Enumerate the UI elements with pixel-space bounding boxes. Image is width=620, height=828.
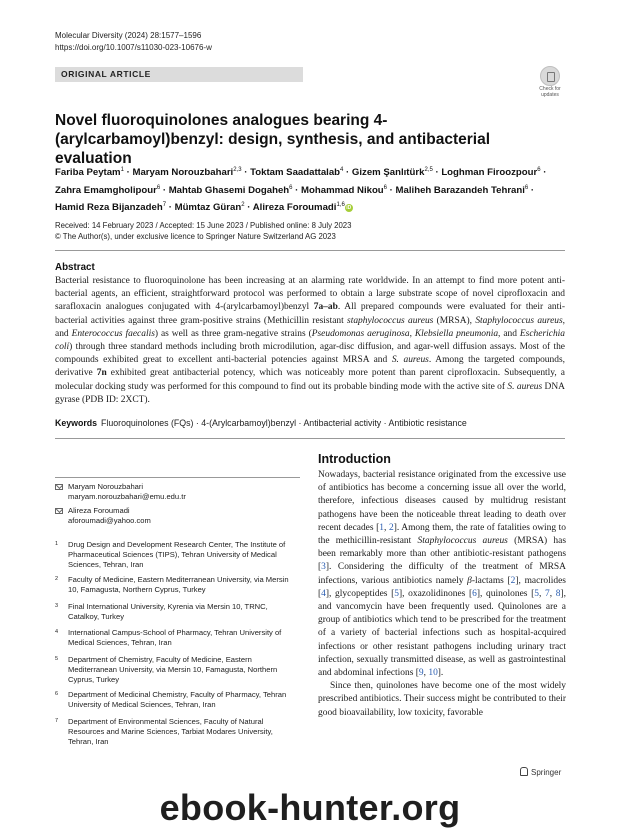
author[interactable] (352, 167, 433, 178)
author-separator: · (432, 167, 442, 179)
abstract-text: Enterococcus faecalis (71, 328, 155, 339)
author[interactable] (441, 167, 540, 178)
contact-email[interactable]: aforoumadi@yahoo.com (68, 516, 151, 526)
affiliation-text: Drug Design and Development Research Center, The Institute of Pharmaceutical Sciences (TIPS), Tehran University of Medical Sciences, Tehran, Iran (68, 540, 286, 570)
envelope-icon (55, 484, 63, 490)
author[interactable] (169, 185, 293, 196)
affiliation-number: 6 (55, 691, 59, 697)
introduction-text: Staphylococcus aureus (417, 536, 508, 547)
affiliation (55, 690, 300, 710)
author-affiliation-ref: 6 (537, 167, 541, 173)
orcid-icon[interactable]: iD (346, 205, 352, 212)
affiliation-text: Final International University, Kyrenia via Mersin 10, TRNC, Catalkoy, Turkey (68, 602, 268, 622)
check-updates-label-1: Check for (539, 86, 561, 92)
author-affiliation-ref: 6 (383, 184, 388, 191)
author-name: Hamid Reza Bijanzadeh (55, 202, 163, 214)
author[interactable] (253, 202, 353, 213)
citation-link[interactable]: 8 (555, 588, 561, 599)
author-name: Alireza Foroumadi (252, 202, 337, 214)
keywords (55, 417, 565, 429)
author-name: Mahtab Ghasemi Dogaheh (168, 184, 290, 196)
abstract-text: Pseudomonas aeruginosa (311, 328, 410, 339)
author[interactable] (55, 185, 160, 196)
affiliation (55, 628, 300, 648)
contact-name: Alireza Foroumadi (68, 506, 130, 515)
contact-block (55, 506, 300, 526)
introduction-text: ], and vancomycin have been frequently used. Quinolones are a group of antibiotics which tend to be prescribed for the treatment of a variety of bacterial infections such as hospital-acquired infections or other resistant pathogens including urinary tract infection, sexually transmitted disease, as well as gastrointestinal and abdominal infections [ (318, 588, 566, 679)
divider (55, 438, 565, 439)
abstract-text: 7n (96, 368, 107, 379)
author-separator: · (540, 167, 547, 179)
copyright-line: © The Author(s), under exclusive licence to Springer Nature Switzerland AG 2023 (55, 232, 336, 241)
author-name: Toktam Saadattalab (250, 167, 341, 179)
author-affiliation-ref: 1 (120, 167, 124, 173)
introduction-body (318, 469, 566, 720)
abstract-text: Staphylococcus aureus (475, 315, 563, 326)
author-affiliation-ref: 6 (289, 184, 293, 191)
affiliation (55, 655, 300, 686)
author-separator: · (160, 184, 169, 196)
author[interactable] (175, 202, 245, 213)
affiliation-text: Department of Chemistry, Faculty of Medicine, Eastern Mediterranean University, via Mersin 10, Famagusta, Northern Cyprus, Turkey (68, 655, 278, 685)
abstract-text: . All prepared compounds were evaluated for their anti-bacterial activities against three gram-positive strains (Methicillin resistant (55, 302, 565, 326)
abstract-text: staphylococcus aureus (347, 315, 434, 326)
abstract-text: ) as well as three gram-negative strains ( (154, 328, 312, 339)
author-name: Mümtaz Güran (174, 202, 242, 214)
author-affiliation-ref: 6 (524, 184, 529, 191)
abstract-text: 7a–ab (313, 302, 338, 313)
author-separator: · (123, 167, 133, 179)
check-for-updates-button[interactable] (533, 66, 567, 100)
introduction-text: -lactams [ (471, 575, 511, 586)
citation-link[interactable]: 9 (418, 668, 424, 679)
author-affiliation-ref: 2 (241, 202, 245, 209)
author[interactable] (55, 167, 124, 178)
author-name: Zahra Emamgholipour (55, 184, 157, 196)
abstract-text: S. aureus (391, 355, 429, 366)
abstract-text: Klebsiella pneumonia (414, 328, 499, 339)
affiliation-number: 3 (55, 603, 59, 609)
citation-link[interactable]: 10 (428, 668, 438, 679)
author-affiliation-ref: 6 (156, 184, 161, 191)
publisher-logo (520, 767, 561, 777)
introduction-heading: Introduction (318, 452, 391, 466)
introduction-text: ], glycopeptides [ (325, 588, 395, 599)
affiliation-text: Department of Environmental Sciences, Faculty of Natural Resources and Marine Sciences, Tarbiat Modares University, Tehran, Iran (68, 717, 273, 747)
introduction-text: , (538, 588, 545, 599)
citation-link[interactable]: 6 (472, 588, 477, 599)
abstract-text: Escherichia coli (55, 328, 565, 353)
author-separator: · (343, 167, 352, 179)
watermark: ebook-hunter.org (159, 787, 461, 828)
abstract-text: Bacterial resistance to fluoroquinolone has been increasing at an alarming rate worldwide. In an attempt to find more potent anti-bacterial agents, an efficient, straightforward protocol was performed to obtain a large substrate scope of novel ciprofloxacin and sarafloxacin analogues conjugated with 4-(arylcarbamoyl)benzyl (55, 276, 565, 313)
affiliation-number: 1 (55, 541, 59, 547)
citation-link[interactable]: 2 (510, 575, 516, 586)
citation-link[interactable]: 7 (545, 588, 550, 599)
contact-block (55, 482, 300, 502)
introduction-text: β (467, 575, 472, 586)
abstract-text: , (409, 328, 415, 339)
abstract-text: , and (498, 328, 520, 339)
abstract-text: DNA gyrase (PDB ID: 2XCT). (55, 381, 565, 405)
introduction-text: ], oxazolidinones [ (399, 588, 473, 599)
divider (55, 250, 565, 251)
author-separator: · (241, 167, 251, 179)
abstract-text: , and (55, 315, 566, 339)
author-name: Mohammad Nikou (301, 184, 384, 196)
author-separator: · (387, 184, 396, 196)
author-separator: · (292, 184, 302, 196)
contact-email[interactable]: maryam.norouzbahari@emu.edu.tr (68, 492, 186, 502)
author[interactable] (132, 167, 241, 178)
journal-citation: Molecular Diversity (2024) 28:1577–1596 (55, 31, 202, 40)
affiliation-number: 4 (55, 629, 59, 635)
author-name: Maliheh Barazandeh Tehrani (395, 184, 525, 196)
check-updates-icon (540, 66, 560, 86)
affiliation-number: 5 (55, 656, 59, 662)
publication-dates (55, 220, 351, 242)
keywords-label: Keywords (55, 418, 98, 428)
affiliation (55, 602, 300, 622)
abstract-text: (MRSA), (433, 315, 476, 326)
abstract-heading: Abstract (55, 262, 95, 273)
author[interactable] (250, 167, 343, 178)
abstract-text: S. aureus (507, 381, 543, 392)
introduction-text: ], macrolides [ (318, 575, 566, 599)
abstract-text: . Among the targeted compounds, derivative (55, 355, 565, 379)
author[interactable] (301, 185, 387, 196)
affiliation-text: International Campus-School of Pharmacy, Tehran University of Medical Sciences, Tehran, Iran (68, 628, 282, 648)
citation-link[interactable]: 1 (379, 522, 384, 533)
author-name: Maryam Norouzbahari (132, 167, 234, 179)
article-type-badge: ORIGINAL ARTICLE (55, 67, 303, 82)
affiliation (55, 540, 300, 571)
affiliation-text: Department of Medicinal Chemistry, Faculty of Pharmacy, Tehran University of Medical Sciences, Tehran, Iran (68, 690, 287, 710)
springer-horse-icon (520, 767, 528, 776)
introduction-text: ], quinolones [ (476, 588, 535, 599)
introduction-text: ]. (437, 668, 444, 679)
author-list (55, 163, 565, 216)
introduction-text: , (384, 522, 389, 533)
author-separator: · (244, 202, 253, 214)
author[interactable] (396, 185, 529, 196)
citation-link[interactable]: 2 (388, 522, 394, 533)
affiliation-text: Faculty of Medicine, Eastern Mediterranean University, via Mersin 10, Famagusta, Northern Cyprus, Turkey (68, 575, 289, 595)
introduction-text: Nowadays, bacterial resistance originated from the excessive use of antibiotics has become a concerning issue all over the world, therefore, infectious diseases caused by multidrug resistant pathogens have been the noticeable threat leading to death over recent decades [ (318, 470, 566, 533)
introduction-text: ]. Among them, the rate of fatalities owing to the methicillin-resistant (318, 522, 567, 547)
author[interactable] (55, 202, 166, 213)
citation-link[interactable]: 5 (534, 588, 539, 599)
affiliation-number: 2 (55, 576, 59, 582)
affiliation-number: 7 (55, 718, 59, 724)
introduction-text: , (549, 588, 556, 599)
journal-info (55, 30, 212, 54)
author-name: Gizem Şanlıtürk (351, 167, 425, 179)
doi-link[interactable]: https://doi.org/10.1007/s11030-023-10676-w (55, 43, 212, 52)
citation-link[interactable]: 4 (321, 588, 326, 599)
abstract-text: exhibited great antibacterial potency, which was noticeably more potent than parent ciprofloxacin. Subsequently, a molecular docking study was performed for this compound to find out its probable binding mode with the active site of (55, 368, 565, 392)
abstract-text: ) through three standard methods including broth microdilution, agar-disc diffusion, and agar-well diffusion assays. Most of the compounds exhibited great to excellent anti-bacterial potencies against MRSA and (55, 342, 565, 366)
introduction-text: , (423, 668, 429, 679)
introduction-paragraph (318, 469, 566, 680)
citation-link[interactable]: 5 (394, 588, 399, 599)
author-affiliation-ref: 2,5 (424, 167, 433, 173)
author-affiliation-ref: 1,6 (336, 202, 345, 209)
footnote-divider (55, 477, 300, 478)
introduction-paragraph: Since then, quinolones have become one of the most widely prescribed antibiotics. Their success might be contributed to their good bioavailability, low toxicity, favorable (318, 681, 566, 718)
affiliation (55, 717, 300, 748)
author-affiliation-ref: 7 (162, 202, 167, 209)
author-name: Fariba Peytam (55, 167, 121, 179)
abstract-body (55, 275, 565, 407)
publisher-name: Springer (531, 768, 562, 777)
author-affiliation-ref: 4 (340, 167, 344, 173)
author-name: Loghman Firoozpour (441, 167, 538, 179)
article-title: Novel fluoroquinolones analogues bearing 4-(arylcarbamoyl)benzyl: design, synthesis, and antibacterial evaluation (55, 112, 490, 167)
keywords-text: Fluoroquinolones (FQs) · 4-(Arylcarbamoyl)benzyl · Antibacterial activity · Antibiotic resistance (101, 418, 467, 428)
introduction-text: (MRSA) has been remarkably more than other antibiotic-resistant pathogens [ (318, 536, 567, 573)
affiliation (55, 575, 300, 595)
contact-name: Maryam Norouzbahari (68, 482, 144, 491)
check-updates-label-2: updates (541, 92, 559, 98)
author-separator: · (528, 184, 535, 196)
author-affiliation-ref: 2,3 (233, 167, 242, 173)
dates-line: Received: 14 February 2023 / Accepted: 15 June 2023 / Published online: 8 July 2023 (55, 221, 352, 230)
introduction-text: ]. Considering the difficulty of the treatment of MRSA infections, various antibiotics namely (318, 562, 566, 586)
citation-link[interactable]: 3 (321, 562, 326, 573)
envelope-icon (55, 508, 63, 514)
author-separator: · (166, 202, 175, 214)
